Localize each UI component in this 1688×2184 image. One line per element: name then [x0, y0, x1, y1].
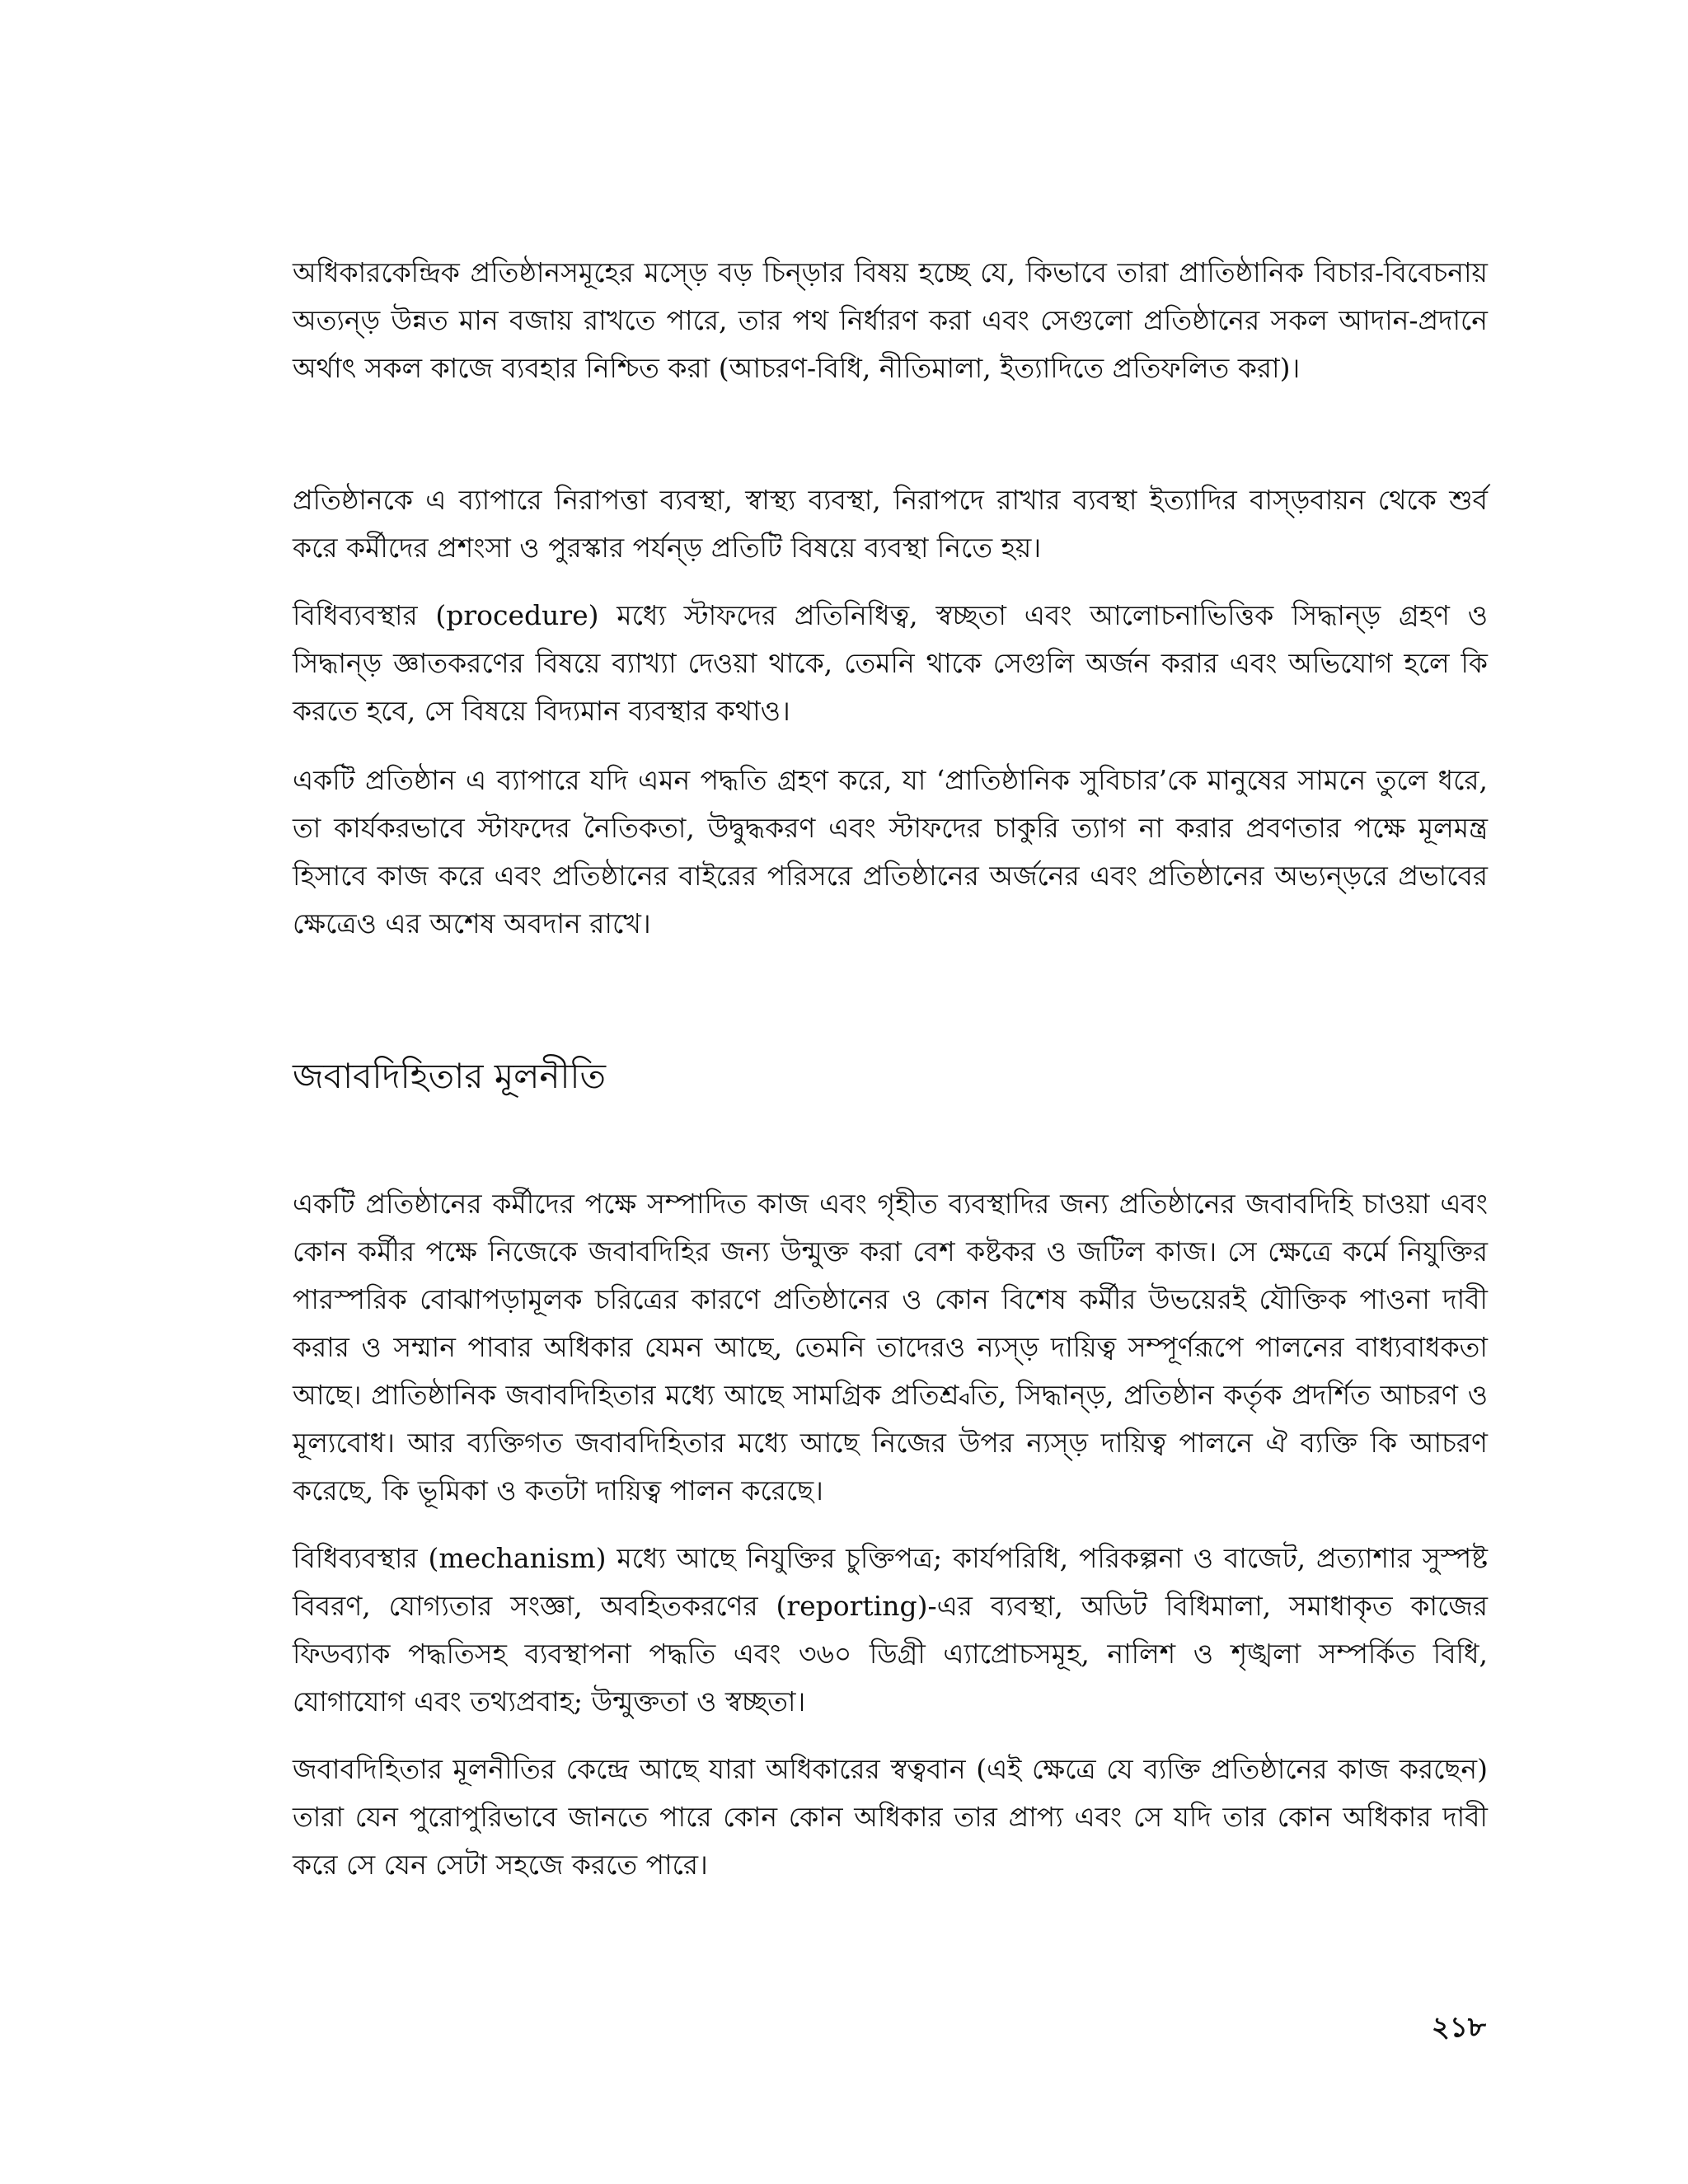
- paragraph: জবাবদিহিতার মূলনীতির কেন্দ্রে আছে যারা অধিকারের স্বত্ববান (এই ক্ষেত্রে যে ব্যক্তি প্রতিষ্ঠানের কাজ করছেন) তারা যেন পুরোপুরিভাবে জানতে পারে কোন কোন অধিকার তার প্রাপ্য এবং সে যদি তার কোন অধিকার দাবী করে সে যেন সেটা সহজে করতে পারে।: [293, 1753, 1488, 1881]
- paragraph: একটি প্রতিষ্ঠানের কর্মীদের পক্ষে সম্পাদিত কাজ এবং গৃহীত ব্যবস্থাদির জন্য প্রতিষ্ঠানের জবাবদিহি চাওয়া এবং কোন কর্মীর পক্ষে নিজেকে জবাবদিহির জন্য উন্মুক্ত করা বেশ কষ্টকর ও জটিল কাজ। সে ক্ষেত্রে কর্মে নিযুক্তির পারস্পরিক বোঝাপড়ামূলক চরিত্রের কারণে প্রতিষ্ঠানের ও কোন বিশেষ কর্মীর উভয়েরই যৌক্তিক পাওনা দাবী করার ও সম্মান পাবার অধিকার যেমন আছে, তেমনি তাদেরও ন্যস্ড় দায়িত্ব সম্পূর্ণরূপে পালনের বাধ্যবাধকতা আছে। প্রাতিষ্ঠানিক জবাবদিহিতার মধ্যে আছে সামগ্রিক প্রতিশ্র্বতি, সিদ্ধান্ড়, প্রতিষ্ঠান কর্তৃক প্রদর্শিত আচরণ ও মূল্যবোধ। আর ব্যক্তিগত জবাবদিহিতার মধ্যে আছে নিজের উপর ন্যস্ড় দায়িত্ব পালনে ঐ ব্যক্তি কি আচরণ করেছে, কি ভূমিকা ও কতটা দায়িত্ব পালন করেছে।: [293, 1188, 1488, 1507]
- paragraph: বিধিব্যবস্থার (mechanism) মধ্যে আছে নিযুক্তির চুক্তিপত্র; কার্যপরিধি, পরিকল্পনা ও বাজেট, প্রত্যাশার সুস্পষ্ট বিবরণ, যোগ্যতার সংজ্ঞা, অবহিতকরণের (reporting)-এর ব্যবস্থা, অডিট বিধিমালা, সমাধাকৃত কাজের ফিডব্যাক পদ্ধতিসহ ব্যবস্থাপনা পদ্ধতি এবং ৩৬০ ডিগ্রী এ্যাপ্রোচসমূহ, নালিশ ও শৃঙ্খলা সম্পর্কিত বিধি, যোগাযোগ এবং তথ্যপ্রবাহ; উন্মুক্ততা ও স্বচ্ছতা।: [293, 1542, 1488, 1718]
- paragraph: বিধিব্যবস্থার (procedure) মধ্যে স্টাফদের প্রতিনিধিত্ব, স্বচ্ছতা এবং আলোচনাভিত্তিক সিদ্ধান্ড় গ্রহণ ও সিদ্ধান্ড় জ্ঞাতকরণের বিষয়ে ব্যাখ্যা দেওয়া থাকে, তেমনি থাকে সেগুলি অর্জন করার এবং অভিযোগ হলে কি করতে হবে, সে বিষয়ে বিদ্যমান ব্যবস্থার কথাও।: [293, 599, 1488, 727]
- paragraph: একটি প্রতিষ্ঠান এ ব্যাপারে যদি এমন পদ্ধতি গ্রহণ করে, যা ‘প্রাতিষ্ঠানিক সুবিচার’কে মানুষের সামনে তুলে ধরে, তা কার্যকরভাবে স্টাফদের নৈতিকতা, উদ্বুদ্ধকরণ এবং স্টাফদের চাকুরি ত্যাগ না করার প্রবণতার পক্ষে মূলমন্ত্র হিসাবে কাজ করে এবং প্রতিষ্ঠানের বাইরের পরিসরে প্রতিষ্ঠানের অর্জনের এবং প্রতিষ্ঠানের অভ্যন্ড়রে প্রভাবের ক্ষেত্রেও এর অশেষ অবদান রাখে।: [293, 764, 1488, 940]
- page-number: ২১৮: [1431, 2011, 1486, 2044]
- paragraph: অধিকারকেন্দ্রিক প্রতিষ্ঠানসমূহের মস্ড়ে বড় চিন্ড়ার বিষয় হচ্ছে যে, কিভাবে তারা প্রাতিষ্ঠানিক বিচার-বিবেচনায় অত্যন্ড় উন্নত মান বজায় রাখতে পারে, তার পথ নির্ধারণ করা এবং সেগুলো প্রতিষ্ঠানের সকল আদান-প্রদানে অর্থাৎ সকল কাজে ব্যবহার নিশ্চিত করা (আচরণ-বিধি, নীতিমালা, ইত্যাদিতে প্রতিফলিত করা)।: [293, 256, 1488, 384]
- paragraph: প্রতিষ্ঠানকে এ ব্যাপারে নিরাপত্তা ব্যবস্থা, স্বাস্থ্য ব্যবস্থা, নিরাপদে রাখার ব্যবস্থা ইত্যাদির বাস্ড়বায়ন থেকে শুর্ব করে কর্মীদের প্রশংসা ও পুরস্কার পর্যন্ড় প্রতিটি বিষয়ে ব্যবস্থা নিতে হয়।: [293, 484, 1488, 564]
- section-heading: জবাবদিহিতার মূলনীতি: [293, 1056, 607, 1096]
